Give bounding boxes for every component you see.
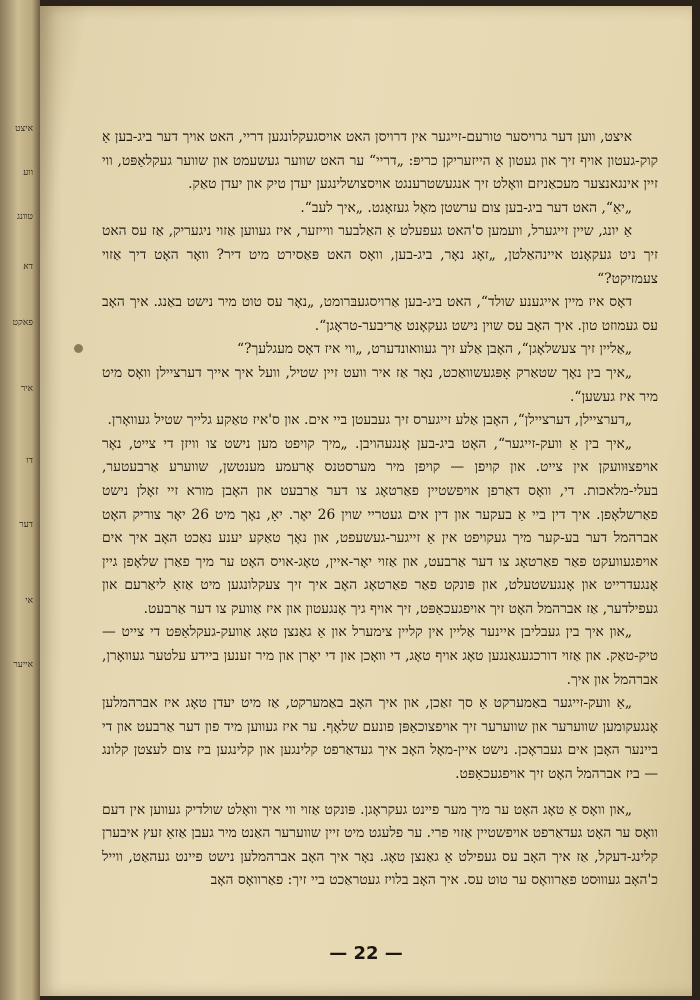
facing-page-fragment: איר [20,384,33,394]
facing-page-fragment: דו [26,456,33,466]
paragraph: „אַ וועק-זייגער באַמערקט אַ סך זאַכן, און איך האָב באַמערקט, אַז מיט יעדן טאָג איז אברהמלען אָנגעקומען שווערער און שווערער זיך אויפצוכאַפּן פונעם שלאָף. ער איז געווען מיד פון דער אַרבעט און די ביינער האָבן אים געבראָכן. נישט איין-מאָל האָב איך געדאַרפט קלינגען און קלינגען ביז צום לעצטן קלונג — ביז אברהמל האָט זיך אויפגעכאַפּט. [102,695,658,783]
paragraph: „איך בין אַ וועק-זייגער“, האָט ביג-בען אָנגעהויבן. „מיך קויפט מען נישט צו וויזן די צייט, נאָר אויפצוּוועקן אין צייט. און קויפן — קויפן מיר מערסטנס אָרעמע מענטשן, שווערע אַרבעטער, בעלי-מלאכות. די, וואָס דאַרפן אויפשטיין פאַרטאָג צו דער אַרבעט און האָבן מורא זיי זאָלן נישט פאַרשלאָפן. איך דין ביי אַ בעקער און דין אים געטריי שוין 26 יאָר. יאָ, נאָך מיט 26 יאָר צוריק האָט אברהמל דער בע-קער מיך געקויפט אין אַ זייגער-געשעפט, און נאָך טאַקע יענע נאַכט האָב איך אים אויפגעוועקט פאַר פאַרטאָג צו דער אַרבעט, און אַזוי יאָר-איין, טאָג-אויס האָט ער מיך פאַרן שלאָפן גיין אָנגעדרייט און אָנגעשטעלט, און פּונקט פאַר פאַרטאָג האָב איך זיך צעקלונגען מיט אַזאַ ליאַרעם און געפילדער, אַז אברהמל האָט זיך אויפגעכאַפּט, זיך אויף גיך אָנגעטון און איז אַוועק צו דער אַרבעט. [102,435,658,617]
paragraph: איצט, ווען דער גרויסער טורעם-זייגער אין דרויסן האט אויסגעקלונגען דריי, האט אויך דער ביג-בען אַ קוק-געטון אויף זיך און געטון אַ הייזעריקן כריפּ: „דריי“ ער האט שווער געשעמט און שווער געקלאַפּט, ווי זיין אינגאנצער מעכאַניזם וואָלט זיך אנגעשטרענגט אויסצושלינגען יעדן טיק און יעדן טאַק. [102,129,658,193]
paragraph: אַ יונג, שיין זייגערל, וועמען ס'האט געפעלט אַ האַלבער ווייזער, איז געווען אַזוי ניגעריק, אַז עס האט זיך ניט געקאָנט איינהאַלטן, „זאָג נאָר, ביג-בען, וואָס האט פּאַסירט מיט דיר? וואָר האָט דיך אַזוי צעמזיקט?“ [102,223,658,287]
facing-page-fragment: פאקט [12,318,33,328]
facing-page-edge [0,0,40,1000]
book-page [40,6,692,996]
paragraph: „און וואָס אַ טאָג האָט ער מיך מער פיינט געקראָגן. פּונקט אַזוי ווי איך וואָלט שולדיק געווען אין דעם וואָס ער האָט געדאַרפט אויפשטיין אַזוי פרי. ער פלעגט מיט זיין שווערער האַנט מיר געבן אַזאַ זעץ איבערן קלינג-דעקל, אַז איך האָב עס געפילט אַ גאַנצן טאָג. נאָר איך האָב אברהמלען נישט פיינט געהאַט, ווייל כ'האָב געוווּסט פאַרוואָס ער טוט עס. איך האָב בלויז געטראַכט ביי זיך: פאַרוואָס האָב [102,801,658,889]
body-text [102,126,658,893]
facing-page-fragment: אי [25,596,33,606]
facing-page-fragment: איצט [15,124,33,134]
paragraph: דאָס איז מיין אייגענע שולד“, האט ביג-בען אַרויסגעבּרומט, „נאָר עס טוט מיר נישט באַנג. איך האָב עס געמוזט טון. איך האָב עס שוין נישט געקאָנט אַריבער-טראָגן“. [102,294,658,334]
paper-stain [74,344,83,353]
facing-page-fragment: טוונג [17,212,33,222]
facing-page-fragment: ווע [23,168,33,178]
paragraph: „איך בין נאָך שטאַרק אָפּגעשוואַכט, נאָר אַז איר וועט זיין שטיל, וועל איך אייך דערציילן וואָס מיט מיר איז געשען“. [102,364,658,405]
paragraph: „יאַ“, האט דער ביג-בען צום ערשטן מאָל געזאָגט. „איך לעב“. [300,199,632,216]
page-number: — 22 — [329,943,403,964]
paragraph: „און איך בין געבליבן איינער אַליין אין קליין צימערל און אַ גאַנצן טאָג אַוועק-געקלאַפּט די צייט — טיק-טאַק. און אַזוי דורכגעגאַנגען טאָג אויף טאָג, די וואָכן און די יאָרן און מיר זענען ביידע עלטער געוואָרן, אברהמל און איך. [102,624,658,688]
facing-page-fragment: אייער [13,660,33,670]
facing-page-fragment: דער [19,520,33,530]
paragraph: „דערציילן, דערציילן“, האָבן אַלע זייגערס זיך געבעטן ביי אים. און ס'איז טאַקע גלייך שטיל געוואָרן. [107,412,632,429]
facing-page-fragment: דא [23,262,33,272]
paragraph: „אַליין זיך צעשלאָגן“, האָבן אַלע זיך געוואונדערט, „ווי איז דאָס מעגלעך?“ [237,341,632,358]
